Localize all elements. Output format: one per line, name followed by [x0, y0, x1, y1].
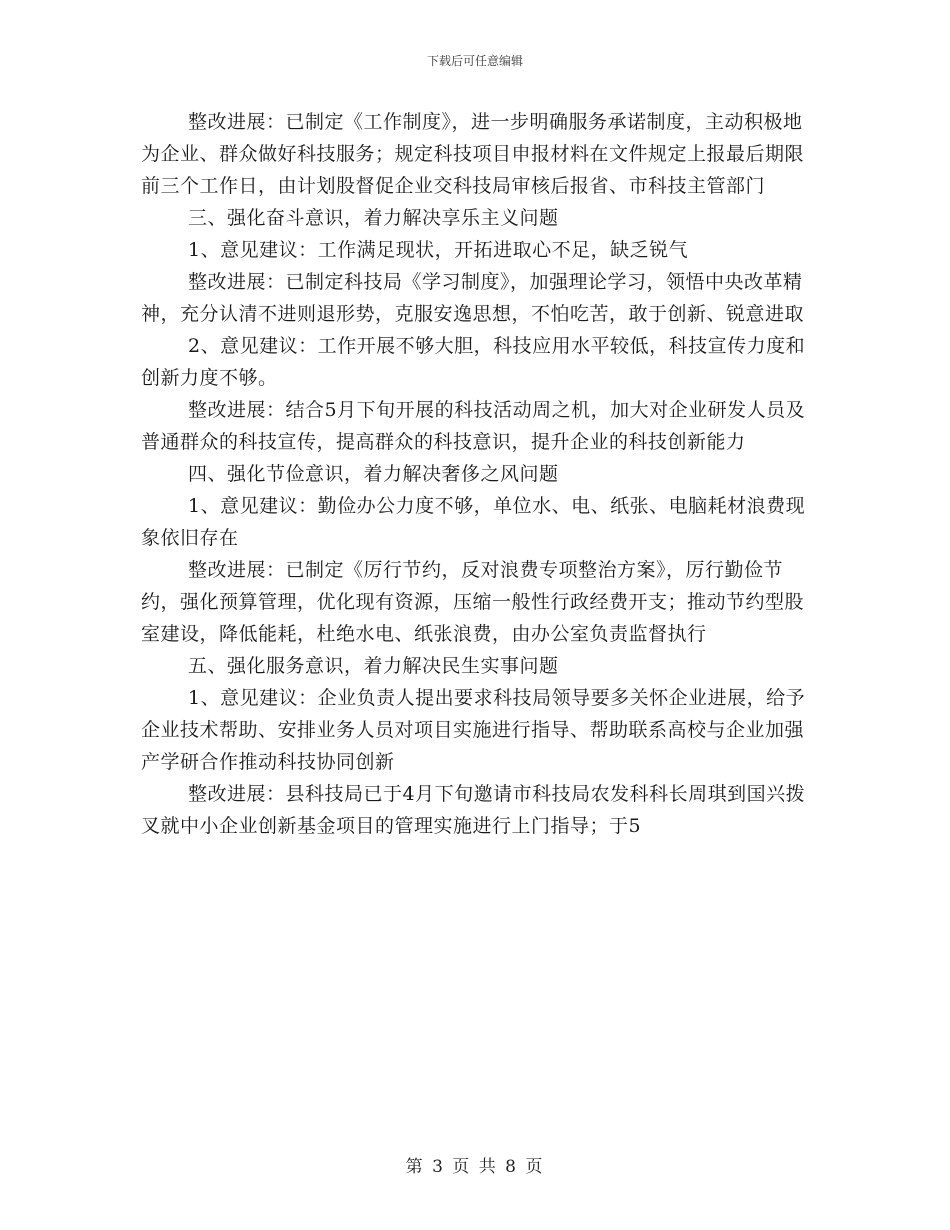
paragraph: 1、意见建议：企业负责人提出要求科技局领导要多关怀企业进展，给予企业技术帮助、安排业务人员对项目实施进行指导、帮助联系高校与企业加强产学研合作推动科技协同创新	[141, 687, 806, 773]
paragraph: 整改进展：结合5月下旬开展的科技活动周之机，加大对企业研发人员及普通群众的科技宣传，提高群众的科技意识，提升企业的科技创新能力	[141, 399, 806, 453]
paragraph: 整改进展：已制定科技局《学习制度》，加强理论学习，领悟中央改革精神，充分认清不进则退形势，克服安逸思想，不怕吃苦，敢于创新、锐意进取	[141, 271, 805, 325]
document-body	[141, 106, 821, 842]
paragraph: 1、意见建议：勤俭办公力度不够，单位水、电、纸张、电脑耗材浪费现象依旧存在	[141, 495, 806, 549]
page-header-note: 下载后可任意编辑	[426, 54, 523, 68]
paragraph: 整改进展：已制定《工作制度》，进一步明确服务承诺制度，主动积极地为企业、群众做好科技服务；规定科技项目申报材料在文件规定上报最后期限前三个工作日，由计划股督促企业交科技局审核后报省、市科技主管部门	[141, 111, 805, 197]
paragraph: 2、意见建议：工作开展不够大胆，科技应用水平较低，科技宣传力度和创新力度不够。	[141, 335, 806, 389]
paragraph: 整改进展：已制定《厉行节约，反对浪费专项整治方案》，厉行勤俭节约，强化预算管理，优化现有资源，压缩一般性行政经费开支；推动节约型股室建设，降低能耗，杜绝水电、纸张浪费，由办公室负责监督执行	[141, 559, 805, 645]
section-heading: 四、强化节俭意识，着力解决奢侈之风问题	[188, 463, 559, 485]
section-heading: 三、强化奋斗意识，着力解决享乐主义问题	[188, 207, 559, 229]
paragraph: 1、意见建议：工作满足现状，开拓进取心不足，缺乏锐气	[188, 239, 689, 261]
page-number-footer: 第 3 页 共 8 页	[405, 1157, 545, 1177]
section-heading: 五、强化服务意识，着力解决民生实事问题	[188, 655, 559, 677]
paragraph: 整改进展：县科技局已于4月下旬邀请市科技局农发科科长周琪到国兴拨叉就中小企业创新基金项目的管理实施进行上门指导；于5	[141, 783, 806, 837]
